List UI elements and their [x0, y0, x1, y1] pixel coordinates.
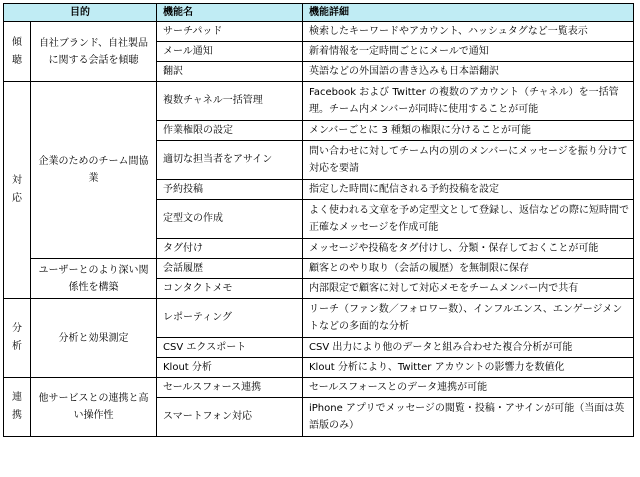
function-name: 適切な担当者をアサイン [157, 141, 303, 180]
function-name: 予約投稿 [157, 180, 303, 200]
table-row [4, 82, 634, 121]
category-analyze [4, 299, 31, 378]
function-name: セールスフォース連携 [157, 378, 303, 398]
function-detail: Facebook および Twitter の複数のアカウント（チャネル）を一括管理。チーム内メンバーが同時に使用することが可能 [303, 82, 634, 121]
subcategory-cell: 分析と効果測定 [31, 299, 157, 378]
category-respond [4, 82, 31, 299]
function-detail: 検索したキーワードやアカウント、ハッシュタグなど一覧表示 [303, 22, 634, 42]
category-label: 連携 [12, 392, 22, 421]
subcategory-cell: 自社ブランド、自社製品に関する会話を傾聴 [31, 22, 157, 82]
category-label: 対応 [12, 175, 22, 204]
function-detail: 指定した時間に配信される予約投稿を設定 [303, 180, 634, 200]
function-name: 定型文の作成 [157, 200, 303, 239]
function-name: レポーティング [157, 299, 303, 338]
feature-table [3, 3, 634, 437]
category-label: 分析 [12, 323, 22, 352]
subcategory-cell: 企業のためのチーム間協業 [31, 82, 157, 259]
header-detail: 機能詳細 [303, 4, 634, 22]
function-name: 作業権限の設定 [157, 121, 303, 141]
table-row [4, 378, 634, 398]
function-name: 会話履歴 [157, 259, 303, 279]
function-name: サーチパッド [157, 22, 303, 42]
header-function: 機能名 [157, 4, 303, 22]
table-row [4, 259, 634, 279]
function-detail: 問い合わせに対してチーム内の別のメンバーにメッセージを振り分けて対応を要請 [303, 141, 634, 180]
function-name: メール通知 [157, 42, 303, 62]
category-label: 傾聴 [12, 36, 22, 66]
function-detail: Klout 分析により、Twitter アカウントの影響力を数値化 [303, 358, 634, 378]
function-detail: メッセージや投稿をタグ付けし、分類・保存しておくことが可能 [303, 239, 634, 259]
function-detail: CSV 出力により他のデータと組み合わせた複合分析が可能 [303, 338, 634, 358]
header-row [4, 4, 634, 22]
function-name: スマートフォン対応 [157, 398, 303, 437]
category-integrate [4, 378, 31, 437]
function-name: 複数チャネル一括管理 [157, 82, 303, 121]
function-detail: メンバーごとに 3 種類の権限に分けることが可能 [303, 121, 634, 141]
subcategory-cell: 他サービスとの連携と高い操作性 [31, 378, 157, 437]
function-detail: セールスフォースとのデータ連携が可能 [303, 378, 634, 398]
function-name: Klout 分析 [157, 358, 303, 378]
function-detail: 新着情報を一定時間ごとにメールで通知 [303, 42, 634, 62]
function-name: CSV エクスポート [157, 338, 303, 358]
table-row [4, 22, 634, 42]
function-detail: よく使われる文章を予め定型文として登録し、返信などの際に短時間で正確なメッセージを作成可能 [303, 200, 634, 239]
header-purpose: 目的 [4, 4, 157, 22]
function-detail: 顧客とのやり取り（会話の履歴）を無制限に保存 [303, 259, 634, 279]
function-detail: 英語などの外国語の書き込みも日本語翻訳 [303, 62, 634, 82]
category-listen [4, 22, 31, 82]
function-name: コンタクトメモ [157, 279, 303, 299]
function-detail: リーチ（ファン数／フォロワー数）、インフルエンス、エンゲージメントなどの多面的な分析 [303, 299, 634, 338]
table-row [4, 299, 634, 338]
function-name: 翻訳 [157, 62, 303, 82]
function-name: タグ付け [157, 239, 303, 259]
function-detail: 内部限定で顧客に対して対応メモをチームメンバー内で共有 [303, 279, 634, 299]
function-detail: iPhone アプリでメッセージの閲覧・投稿・アサインが可能（当面は英語版のみ） [303, 398, 634, 437]
subcategory-cell: ユーザーとのより深い関係性を構築 [31, 259, 157, 299]
